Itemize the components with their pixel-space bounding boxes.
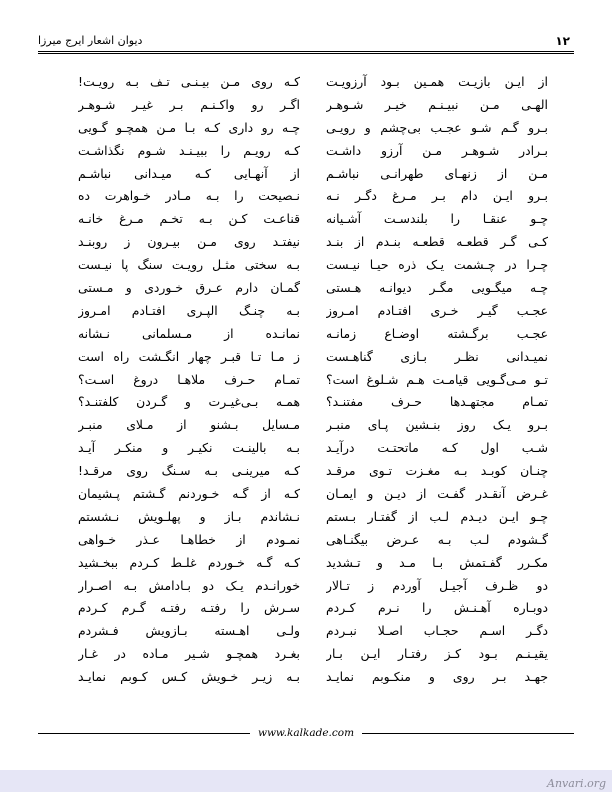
couplet-row	[78, 574, 548, 597]
verse-right: بـرادر شـوهـر مـن آرزو داشـت	[326, 142, 548, 158]
verse-right: غـرض آنقـدر گفـت از دیـن و ایمـان	[326, 485, 548, 501]
header-divider-thin	[38, 53, 574, 54]
verse-left: بـه سختی مثـل رویـت سنگ پا نیـست	[78, 257, 300, 273]
verse-left: نـشاندم بـاز و پهلـویش نـشستم	[78, 508, 300, 524]
verse-left: بـه بالینـت نکیـر و منکـر آیـد	[78, 440, 300, 456]
couplet-row	[78, 276, 548, 299]
verse-right: تـو مـی‌گـویی قیامـت هـم شـلوغ است؟	[326, 371, 548, 387]
couplet-row	[78, 665, 548, 688]
couplet-row	[78, 162, 548, 185]
verse-right: یقیـنـم بـود کـز رفتـار ایـن بـار	[326, 646, 548, 662]
couplet-row	[78, 70, 548, 93]
verse-left: خورانـدم یـک دو بـادامش بـه اصـرار	[78, 577, 300, 593]
verse-right: عجـب برگـشته اوضـاع زمانـه	[326, 325, 548, 341]
couplet-row	[78, 322, 548, 345]
verse-right: تمـام مجتهـدها حـرف مفتنـد؟	[326, 394, 548, 410]
couplet-row	[78, 436, 548, 459]
verse-left: بـه چنـگ الپـری افتـادم امـروز	[78, 302, 300, 318]
verse-right: چـو ایـن دیـدم لـب از گفتـار بـستم	[326, 508, 548, 524]
watermark: Anvari.org	[547, 777, 606, 790]
page-footer	[38, 726, 574, 740]
couplet-row	[78, 390, 548, 413]
verse-left: اگـر رو واکـنـم بـر غیـر شـوهـر	[78, 96, 300, 112]
couplet-row	[78, 642, 548, 665]
couplet-row	[78, 619, 548, 642]
verse-left: چـه رو داری کـه بـا مـن همچـو گـویی	[78, 119, 300, 135]
bottom-band	[0, 770, 612, 792]
verse-left: نـصیحت را بـه مـادر خـواهرت ده	[78, 188, 300, 204]
verse-left: کـه رویـم را ببیـنـد شـوم نگذاشـت	[78, 142, 300, 158]
verse-left: همـه بـی‌غیـرت و گـردن کلفتنـد؟	[78, 394, 300, 410]
couplet-row	[78, 230, 548, 253]
verse-right: شـب اول کـه ماتحتـت درآیـد	[326, 440, 548, 456]
verse-right: عجـب گیـر خـری افتـادم امـروز	[326, 302, 548, 318]
verse-left: بـه زیـر خـویش کـس کـوبم نمایـد	[78, 669, 300, 685]
book-title: دیوان اشعار ایرج میرزا	[38, 34, 143, 47]
verse-left: قناعـت کـن بـه تخـم مـرغ خانـه	[78, 211, 300, 227]
verse-left: تمـام حـرف ملاهـا دروغ اسـت؟	[78, 371, 300, 387]
couplet-row	[78, 505, 548, 528]
verse-right: دگـر اسـم حجـاب اصـلا نبـردم	[326, 623, 548, 639]
couplet-row	[78, 345, 548, 368]
verse-left: سـرش را رفتـه رفتـه گـرم کـردم	[78, 600, 300, 616]
couplet-row	[78, 207, 548, 230]
verse-right: دوبـاره آهـنـش را نـرم کـردم	[326, 600, 548, 616]
couplet-row	[78, 551, 548, 574]
verse-left: از آنهـایی کـه میـدانی نباشـم	[78, 165, 300, 181]
verse-left: گمـان دارم عـرق خـوردی و مـستی	[78, 279, 300, 295]
verse-left: نمانـده از مـسلمانی نـشانه	[78, 325, 300, 341]
verse-right: جهـد بـر روی و منکـوبم نمایـد	[326, 669, 548, 685]
couplet-row	[78, 139, 548, 162]
verse-right: چـرا در چـشمت یـک ذره حیـا نیـست	[326, 257, 548, 273]
couplet-row	[78, 413, 548, 436]
verse-left: کـه گـه خـوردم غلـط کـردم ببخـشید	[78, 554, 300, 570]
verse-left: مـسایل بـشنو از مـلای منبـر	[78, 417, 300, 433]
verse-left: بغـرد همچـو شـیر مـاده در غـار	[78, 646, 300, 662]
couplet-row	[78, 528, 548, 551]
verse-left: کـه میرینـی بـه سـنگ روی مرقـد!	[78, 463, 300, 479]
page-header	[38, 34, 574, 52]
couplet-row	[78, 184, 548, 207]
verse-right: کـی گـر قطعـه قطعـه بنـدم از بنـد	[326, 234, 548, 250]
verse-left: نیفتـد روی مـن بیـرون ز روبنـد	[78, 234, 300, 250]
verse-right: چـه میگـویی مگـر دیوانـه هـستی	[326, 279, 548, 295]
verse-right: مکـرر گفـتمش بـا مـد و تـشدید	[326, 554, 548, 570]
verse-right: از ایـن بازیـت همـین بـود آرزویـت	[326, 73, 548, 89]
footer-rule-left	[38, 733, 250, 734]
verse-right: مـن از زنهـای طهرانـی نباشـم	[326, 165, 548, 181]
couplet-row	[78, 482, 548, 505]
couplet-row	[78, 368, 548, 391]
couplet-row	[78, 253, 548, 276]
couplet-row	[78, 596, 548, 619]
verse-right: گـشودم لـب بـه عـرض بیگنـاهی	[326, 531, 548, 547]
verse-right: نمیـدانی نظـر بـازی گناهـست	[326, 348, 548, 364]
verse-left: کـه روی مـن بیـنـی تـف بـه رویـت!	[78, 73, 300, 89]
couplet-row	[78, 299, 548, 322]
verse-right: الهـی مـن نبیـنـم خیـر شـوهـر	[326, 96, 548, 112]
page-number: ۱۲	[555, 34, 570, 48]
couplet-row	[78, 116, 548, 139]
poem-body	[78, 70, 548, 688]
verse-right: چـو عنقـا را بلندسـت آشـیانه	[326, 211, 548, 227]
footer-rule-right	[362, 733, 574, 734]
verse-left: ولـی اهـسته بـازویش فـشردم	[78, 623, 300, 639]
verse-right: بـرو یـک روز بنـشین پـای منبـر	[326, 417, 548, 433]
verse-left: ز مـا تـا قبـر چهار انگـشت راه است	[78, 348, 300, 364]
couplet-row	[78, 93, 548, 116]
verse-right: چنـان کوبـد بـه مغـزت تـوی مرقـد	[326, 463, 548, 479]
website-link[interactable]: www.kalkade.com	[257, 727, 355, 739]
verse-right: بـرو گـم شـو عجـب بی‌چشم و رویـی	[326, 119, 548, 135]
couplet-row	[78, 459, 548, 482]
verse-right: بـرو ایـن دام بـر مـرغ دگـر نـه	[326, 188, 548, 204]
header-divider	[38, 51, 574, 52]
verse-left: کـه از گـه خـوردنم گـشتم پـشیمان	[78, 485, 300, 501]
verse-left: نمـودم از خطاهـا عـذر خـواهی	[78, 531, 300, 547]
verse-right: دو ظـرف آجیـل آوردم ز تـالار	[326, 577, 548, 593]
